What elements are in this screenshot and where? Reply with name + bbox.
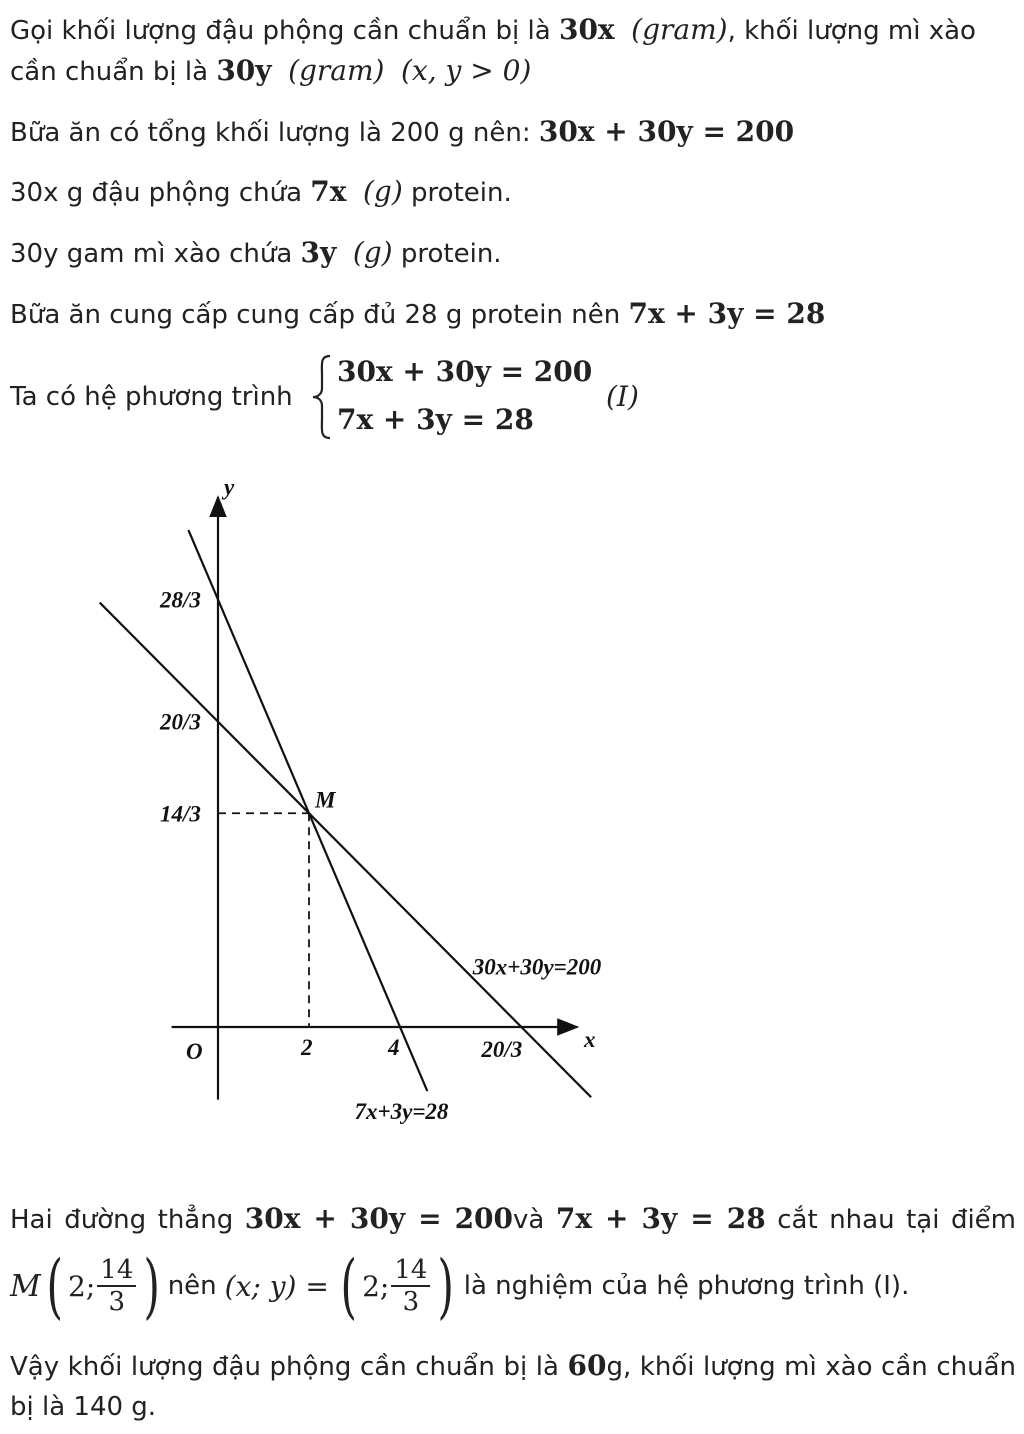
math-7x: 7x (310, 175, 347, 208)
unit-gram-b: (gram) (288, 54, 385, 87)
y-tick-label-2: 20/3 (160, 709, 201, 735)
conclusion-point-label: M (10, 1268, 41, 1304)
conclusion-text-b: và (513, 1205, 545, 1235)
peanut-protein-paragraph (10, 172, 1016, 213)
intro-text-a: Gọi khối lượng đậu phộng cần chuẩn bị là (10, 16, 559, 46)
intro-line-1 (10, 10, 1016, 51)
final-math-60: 60 (567, 1349, 607, 1382)
math-30x: 30x (558, 13, 615, 46)
conclusion-xy: (x; y) = (224, 1269, 329, 1303)
unit-g-b: (g) (352, 236, 393, 269)
peanut-text-a: 30x g đậu phộng chứa (10, 178, 311, 208)
conclusion-line-2 (10, 1241, 1016, 1331)
conclusion-text-c: cắt nhau tại điểm (777, 1205, 1017, 1235)
equation-protein: 7x + 3y = 28 (628, 297, 826, 330)
coord-x-2: 2; (362, 1269, 390, 1303)
peanut-text-b: protein. (402, 178, 512, 208)
final-text-a: Vậy khối lượng đậu phộng cần chuẩn bị là (10, 1352, 568, 1382)
right-paren-2: ) (437, 1245, 455, 1327)
system-text: Ta có hệ phương trình (10, 382, 293, 412)
final-text-c: bị là 140 g. (10, 1392, 157, 1422)
point-label-m: M (315, 787, 336, 813)
protein-total-text: Bữa ăn cung cấp cung cấp đủ 28 g protein nên (10, 300, 629, 330)
conclusion-text-a: Hai đường thẳng (10, 1205, 245, 1235)
conclusion-text-d: nên (167, 1271, 217, 1301)
conclusion-equation-1: 30x + 30y = 200 (244, 1202, 514, 1235)
system-equation-2: 7x + 3y = 28 (337, 403, 534, 436)
series-line-1 (100, 603, 591, 1098)
x-tick-label-3: 20/3 (481, 1037, 523, 1062)
left-paren-2: ( (340, 1245, 357, 1327)
y-tick-label-1: 28/3 (160, 587, 201, 613)
system-equation-1: 30x + 30y = 200 (337, 355, 593, 388)
math-3y: 3y (300, 236, 337, 269)
total-mass-text: Bữa ăn có tổng khối lượng là 200 g nên: (10, 118, 539, 148)
noodle-protein-paragraph (10, 233, 1016, 274)
unit-gram-a: (gram) (631, 13, 728, 46)
intersection-graph (90, 474, 650, 1140)
intro-text-b: , khối lượng mì xào (727, 16, 976, 46)
series-label-2: 7x+3y=28 (354, 1099, 449, 1124)
x-tick-label-1: 2 (301, 1035, 313, 1060)
noodle-text-a: 30y gam mì xào chứa (10, 239, 301, 269)
x-tick-label-2: 4 (388, 1035, 400, 1060)
left-paren-1: ( (46, 1245, 63, 1327)
final-line-1 (10, 1346, 1016, 1387)
fraction-2 (391, 1255, 430, 1317)
series-line-2 (188, 530, 427, 1091)
fraction-2-denominator: 3 (402, 1287, 420, 1317)
system-brace (310, 354, 334, 440)
math-30y: 30y (216, 54, 272, 87)
y-axis-label: y (224, 474, 235, 500)
series-label-1: 30x+30y=200 (472, 954, 602, 980)
protein-total-paragraph (10, 294, 1016, 335)
unit-g-a: (g) (363, 175, 403, 208)
fraction-2-numerator: 14 (391, 1255, 430, 1287)
condition: (x, y > 0) (401, 54, 532, 87)
intro-paragraph (10, 10, 1016, 92)
intro-text-c: cần chuẩn bị là (10, 57, 217, 87)
final-line-2 (10, 1387, 1016, 1427)
final-text-b: g, khối lượng mì xào cần chuẩn (606, 1352, 1016, 1382)
fraction-1 (97, 1255, 136, 1317)
fraction-1-denominator: 3 (108, 1287, 126, 1317)
right-paren-1: ) (143, 1245, 161, 1327)
x-axis-label: x (584, 1027, 596, 1052)
origin-label: O (186, 1039, 203, 1064)
conclusion-text-e: là nghiệm của hệ phương trình (I). (463, 1271, 910, 1301)
conclusion-paragraph (10, 1198, 1016, 1331)
equation-mass: 30x + 30y = 200 (538, 115, 795, 148)
fraction-1-numerator: 14 (97, 1255, 136, 1287)
final-paragraph (10, 1346, 1016, 1427)
system-label: (I) (606, 380, 639, 413)
y-tick-label-3: 14/3 (160, 801, 201, 827)
total-mass-paragraph (10, 112, 1016, 153)
coord-x-1: 2; (68, 1269, 96, 1303)
system-block (10, 350, 710, 445)
intro-line-2 (10, 51, 1016, 92)
noodle-text-b: protein. (392, 239, 502, 269)
conclusion-equation-2: 7x + 3y = 28 (555, 1202, 766, 1235)
conclusion-line-1 (10, 1198, 1016, 1241)
